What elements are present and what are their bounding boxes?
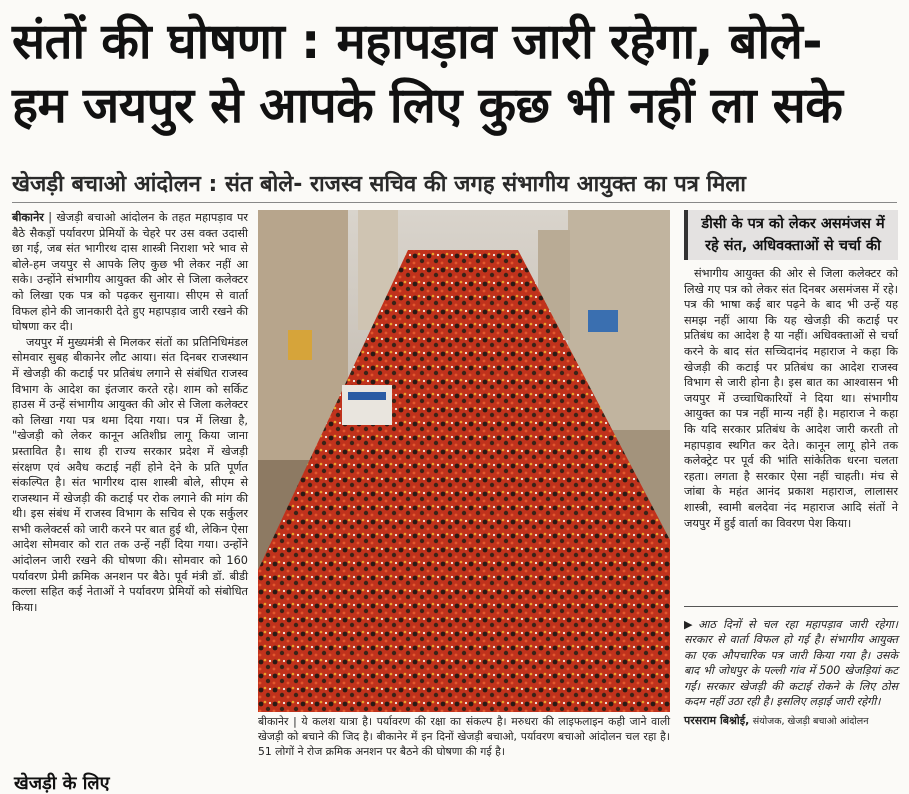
- sidebar-title: [684, 210, 898, 260]
- quote-marker-icon: ▶: [684, 618, 697, 631]
- footer-fragment: खेजड़ी के लिए: [14, 773, 110, 794]
- sidebar-article: [684, 266, 898, 531]
- headline-line-1: संतों की घोषणा : महापड़ाव जारी रहेगा, बोले-: [12, 13, 823, 70]
- headline: [12, 10, 897, 138]
- sidebar-title-line-1: डीसी के पत्र को लेकर असमंजस में: [701, 216, 885, 232]
- quote-text: आठ दिनों से चल रहा महापड़ाव जारी रहेगा। सरकार से वार्ता विफल हो गई है। संभागीय आयुक्त का एक औपचारिक पत्र जारी किया गया है। उसके बाद भी जोधपुर के पल्ली गांव में 500 खेजड़ियां कट गईं। सरकार खेजड़ी की कटाई रोकने के लिए ठोस कदम नहीं उठा रही है। इसलिए लड़ाई जारी रहेगी।: [684, 618, 898, 709]
- dateline: बीकानेर: [12, 211, 44, 224]
- main-article: [12, 210, 248, 615]
- crowd-photo: [258, 210, 670, 712]
- caption-text: ये कलश यात्रा है। पर्यावरण की रक्षा का संकल्प है। मरुधरा की लाइफलाइन कही जाने वाली खेजड़ी को बचाने की जिद है। बीकानेर में इन दिनों खेजड़ी बचाओ, पर्यावरण बचाओ आंदोलन चल रहा है। 51 लोगों ने रोज क्रमिक अनशन पर बैठने की घोषणा की गई है।: [258, 715, 670, 758]
- quote-box: [684, 606, 898, 730]
- article-paragraph-1-text: खेजड़ी बचाओ आंदोलन के तहत महापड़ाव पर बैठे सैकड़ों पर्यावरण प्रेमियों के चेहरे पर उस वक्त उदासी छा गई, जब संत भागीरथ दास शास्त्री निराशा भरे भाव से बोले-हम जयपुर से आपके लिए कुछ भी लेकर नहीं आ सके। उन्होंने संभागीय आयुक्त की ओर से जिला कलेक्टर को लिखा एक पत्र को पढ़कर सुनाया। सीएम से वार्ता विफल होने की जानकारी देते हुए महापड़ाव जारी रखने की घोषणा कर दी।: [12, 211, 248, 334]
- divider: [12, 202, 897, 203]
- subheadline: खेजड़ी बचाओ आंदोलन : संत बोले- राजस्व सचिव की जगह संभागीय आयुक्त का पत्र मिला: [12, 172, 746, 197]
- byline: [684, 713, 898, 729]
- sidebar-title-line-2: रहे संत, अधिवक्ताओं से चर्चा की: [705, 238, 881, 254]
- article-paragraph-2: जयपुर में मुख्यमंत्री से मिलकर संतों का प्रतिनिधिमंडल सोमवार सुबह बीकानेर लौट आया। संत दिनबर राजस्थान में खेजड़ी की कटाई पर प्रतिबंध लगाने से संबंधित राजस्व विभाग के आदेश का इंतजार करते रहे। शाम को सर्किट हाउस में उन्हें संभागीय आयुक्त की ओर से जिला कलेक्टर को लिखा गया पत्र थमा दिया गया। पत्र में लिखा है, "खेजड़ी को लेकर कानून अतिशीघ्र लागू किया जाना प्रस्तावित है। साथ ही राज्य सरकार प्रदेश में खेजड़ी संरक्षण एवं अवैध कटाई नहीं होने देने के प्रति पूर्णत संकल्पित है। संत भागीरथ दास शास्त्री बोले, सीएम से राजस्थान में खेजड़ी की कटाई पर रोक लगाने की मांग की थी। इस संबंध में राजस्व विभाग के सचिव से एक सर्कुलर सभी कलेक्टर्स को जारी करने पर बात हुई थी, लेकिन ऐसा आदेश सोमवार को रात तक उन्हें नहीं दिया गया। उन्होंने आंदोलन जारी रखने की घोषणा की। सोमवार को 160 पर्यावरण प्रेमी क्रमिक अनशन पर बैठे। पूर्व मंत्री डॉ. बीडी कल्ला सहित कई नेताओं ने पर्यावरण प्रेमियों को संबोधित किया।: [12, 335, 248, 614]
- byline-role: संयोजक, खेजड़ी बचाओ आंदोलन: [752, 716, 869, 728]
- sidebar-paragraph: संभागीय आयुक्त की ओर से जिला कलेक्टर को लिखे गए पत्र को लेकर संत दिनबर असमंजस में रहे। पत्र की भाषा कई बार पढ़ने के बाद भी उन्हें यह समझ नहीं आया कि यह खेजड़ी की कटाई पर प्रतिबंध का आदेश है या नहीं। अधिवक्ताओं से चर्चा करने के बाद संत सच्चिदानंद महाराज ने कहा कि खेजड़ी की कटाई पर प्रतिबंध का आदेश राजस्व विभाग से जारी होना है। इस बात का आश्वासन भी जयपुर में उच्चाधिकारियों ने दिया था। संभागीय आयुक्त का पत्र नहीं मान्य नहीं है। महाराज ने कहा कि यदि सरकार प्रतिबंध के आदेश जारी करती तो महापड़ाव स्थगित कर देते। कानून लागू होने तक कलेक्ट्रेट पर पूर्व की भांति सांकेतिक धरना चलता रहता। लगता है सरकार ऐसा नहीं चाहती। मंच से जांबा के महंत आनंद प्रकाश महाराज, लालासर शास्त्री, स्वामी बलदेवा नंद महाराज आदि संतों ने जयपुर में हुई वार्ता का विवरण पेश किया।: [684, 267, 898, 530]
- article-paragraph: बीकानेर | खेजड़ी बचाओ आंदोलन के तहत महापड़ाव पर बैठे सैकड़ों पर्यावरण प्रेमियों के चेहरे पर उस वक्त उदासी छा गई, जब संत भागीरथ दास शास्त्री निराशा भरे भाव से बोले-हम जयपुर से आपके लिए कुछ भी लेकर नहीं आ सके। उन्होंने संभागीय आयुक्त की ओर से जिला कलेक्टर को लिखा एक पत्र को पढ़कर सुनाया। सीएम से वार्ता विफल होने की जानकारी देते हुए महापड़ाव जारी रखने की घोषणा कर दी।: [12, 211, 248, 334]
- byline-name: परसराम बिश्नोई,: [684, 714, 750, 728]
- headline-line-2: हम जयपुर से आपके लिए कुछ भी नहीं ला सके: [12, 77, 843, 134]
- photo-caption: बीकानेर | ये कलश यात्रा है। पर्यावरण की रक्षा का संकल्प है। मरुधरा की लाइफलाइन कही जाने वाली खेजड़ी को बचाने की जिद है। बीकानेर में इन दिनों खेजड़ी बचाओ, पर्यावरण बचाओ आंदोलन चल रहा है। 51 लोगों ने रोज क्रमिक अनशन पर बैठने की घोषणा की गई है।: [258, 715, 670, 758]
- quote: [684, 617, 898, 709]
- caption-dateline: बीकानेर: [258, 715, 289, 728]
